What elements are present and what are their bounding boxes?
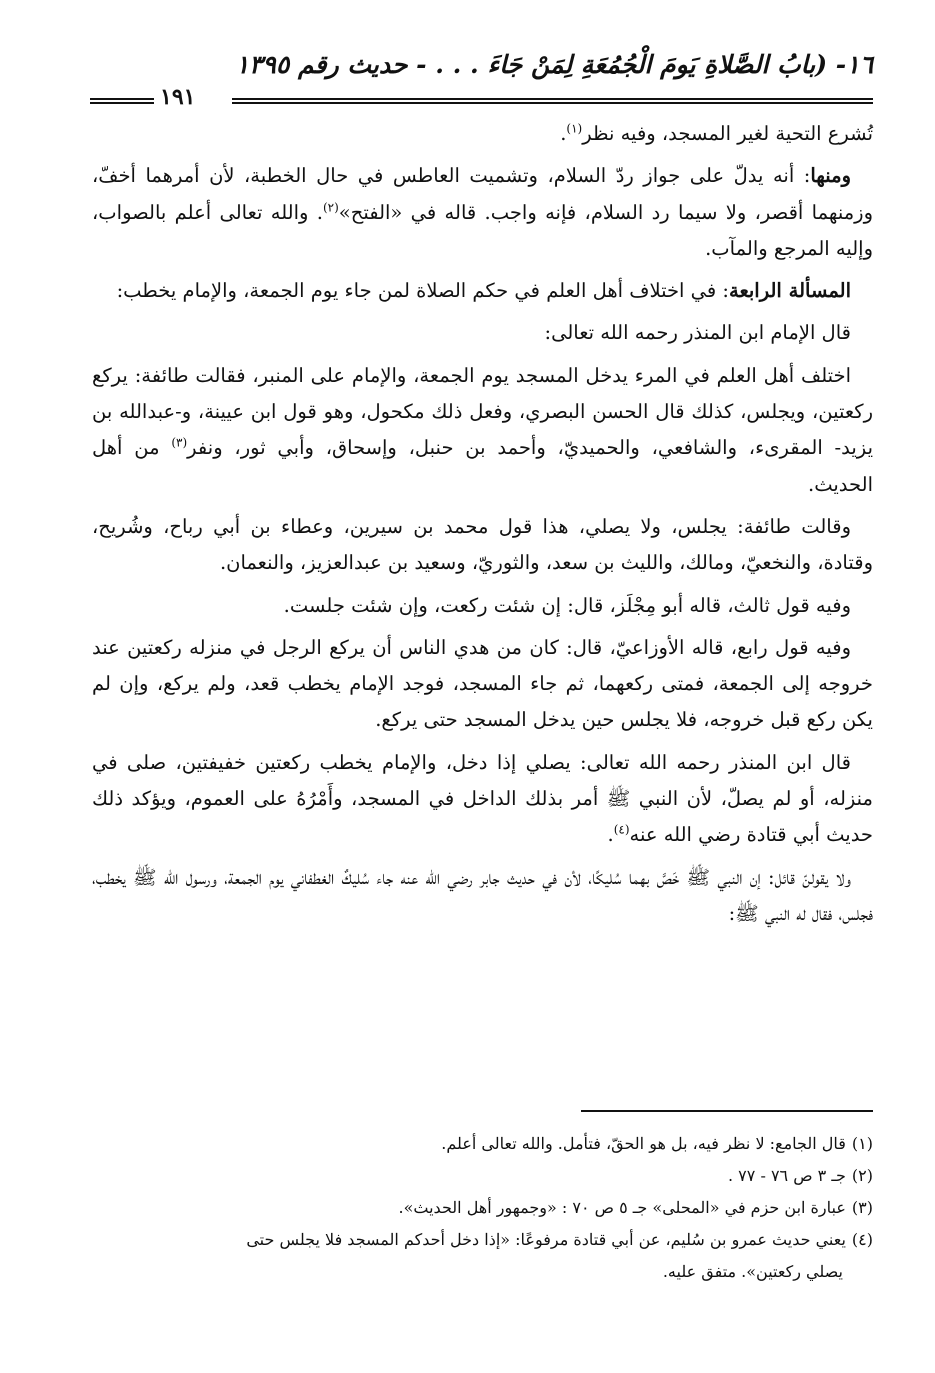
paragraph-8: وفيه قول رابع، قاله الأوزاعيّ، قال: كان من هدي الناس أن يركع الرجل في منزله ركعتين عند خروجه إلى الجمعة، فمتى ركعهما، ثم جاء المسجد، فوجد الإمام يخطب قعد، ولم يركع، وإن لم يكن ركع قبل خروجه، فلا يجلس حين يدخل المسجد حتى يركع. (92, 635, 873, 732)
footnote-text: يعني حديث عمرو بن سُليم، عن أبي قتادة مرفوعًا: «إذا دخل أحدكم المسجد فلا يجلس حتى (246, 1230, 846, 1249)
text: . (607, 823, 614, 847)
footnote-text: جـ ٣ ص ٧٦ - ٧٧ . (728, 1166, 846, 1185)
footnote-ref-2: (٢) (322, 200, 339, 215)
footnote-4-continuation: يصلي ركعتين». متفق عليه. (662, 1262, 843, 1281)
footnote-1 (92, 1128, 873, 1160)
paragraph-lead: ومنها (810, 164, 851, 188)
text: تُشرع التحية لغير المسجد، وفيه نظر (582, 122, 873, 145)
header-rule-right (232, 98, 873, 104)
paragraph-9 (92, 745, 873, 854)
footnote-ref-1: (١) (566, 121, 583, 136)
text: . (560, 122, 567, 145)
text: اختلف أهل العلم في المرء يدخل المسجد يوم الجمعة، والإمام على المنبر، فقالت طائفة: يركع ركعتين، ويجلس، كذلك قال الحسن البصري، وفعل ذلك مكحول، وهو قول ابن عيينة، و-عبدالله بن يزيد- المقرىء، والشافعي، والحميديّ، وأحمد بن حنبل، وإسحاق، وأبي ثور، ونفر (92, 363, 873, 460)
header-rule-left (90, 98, 154, 104)
footnote-number: (٤) (851, 1230, 873, 1249)
paragraph-5 (92, 358, 873, 503)
paragraph-1 (92, 116, 873, 152)
footnote-text: قال الجامع: لا نظر فيه، بل هو الحقّ، فتأمل. والله تعالى أعلم. (441, 1134, 846, 1153)
footnotes (92, 1128, 873, 1288)
footnote-ref-3: (٣) (171, 435, 188, 450)
paragraph-10: ولا يقولنّ قائل: إن النبي ﷺ خَصَّ بهما سُليكًا، لأن في حديث جابر رضي الله عنه جاء سُليكٌ الغطفاني يوم الجمعة، ورسول الله ﷺ يخطب، فجلس، فقال له النبي ﷺ: (92, 865, 873, 925)
footnote-2 (92, 1160, 873, 1192)
footnote-number: (١) (851, 1134, 873, 1153)
paragraph-4: قال الإمام ابن المنذر رحمه الله تعالى: (544, 321, 851, 345)
footnote-ref-4: (٤) (613, 822, 630, 837)
paragraph-3 (92, 273, 873, 309)
text: من أهل الحديث. (92, 436, 873, 496)
page-header (90, 44, 873, 110)
text: : أنه يدلّ على جواز ردّ السلام، وتشميت العاطس في حال الخطبة، لأن أمرهما أخفّ، وزمنهما أقصر، ولا سيما رد السلام، فإنه واجب. قاله في «الفتح» (92, 164, 874, 224)
footnote-number: (٢) (851, 1166, 873, 1185)
page-number: ١٩١ (160, 84, 196, 110)
footnote-number: (٣) (851, 1198, 873, 1217)
paragraph-2 (92, 158, 873, 267)
paragraph-lead: المسألة الرابعة (729, 279, 851, 303)
text: قال ابن المنذر رحمه الله تعالى: يصلي إذا دخل، والإمام يخطب ركعتين خفيفتين، صلى في منزله، أو لم يصلّ، لأن النبي ﷺ أمر بذلك الداخل في المسجد، وأَمْرُهُ على العموم، ويؤكد ذلك حديث أبي قتادة رضي الله عنه (92, 750, 873, 847)
paragraph-6: وقالت طائفة: يجلس، ولا يصلي، هذا قول محمد بن سيرين، وعطاء بن أبي رباح، وشُريح، وقتادة، والنخعيّ، ومالك، والليث بن سعد، والثوريّ، وسعيد بن عبدالعزيز، والنعمان. (92, 514, 873, 575)
running-title: ١٦- (بابُ الصَّلاةِ يَومَ الْجُمُعَةِ لِمَنْ جَاءَ . . . - حديث رقم ١٣٩٥ (235, 50, 873, 79)
paragraph-7: وفيه قول ثالث، قاله أبو مِجْلَز، قال: إن شئت ركعت، وإن شئت جلست. (283, 593, 851, 617)
main-text (92, 116, 873, 932)
footnote-separator (581, 1110, 873, 1112)
text: . والله تعالى أعلم بالصواب، وإليه المرجع والمآب. (92, 200, 873, 260)
text: : في اختلاف أهل العلم في حكم الصلاة لمن جاء يوم الجمعة، والإمام يخطب: (116, 279, 730, 303)
footnote-3 (92, 1192, 873, 1224)
footnote-text: عبارة ابن حزم في «المحلى» جـ ٥ ص ٧٠ : «وجمهور أهل الحديث». (398, 1198, 846, 1217)
footnote-4 (92, 1224, 873, 1256)
